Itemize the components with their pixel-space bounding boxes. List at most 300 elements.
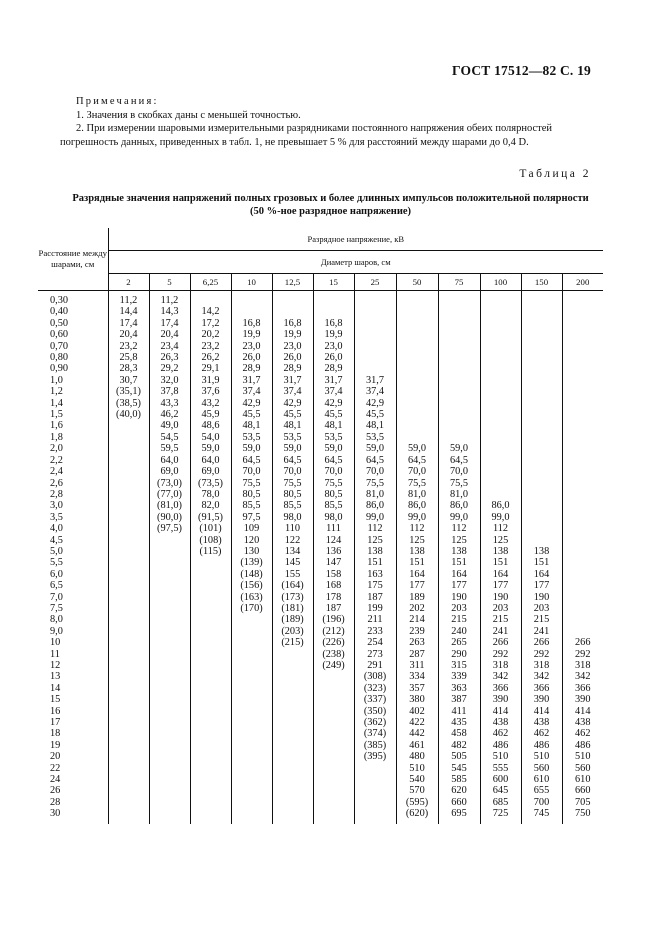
voltage-cell	[562, 580, 603, 591]
voltage-cell: 164	[438, 569, 480, 580]
voltage-cell: 560	[521, 763, 562, 774]
voltage-cell	[562, 409, 603, 420]
voltage-cell	[149, 717, 190, 728]
voltage-cell	[480, 489, 521, 500]
stub-header: Расстояние между шарами, см	[38, 228, 108, 291]
voltage-cell: (91,5)	[190, 512, 231, 523]
voltage-cell	[149, 649, 190, 660]
voltage-cell: (173)	[272, 592, 313, 603]
table-row	[38, 603, 603, 614]
voltage-cell: 240	[438, 626, 480, 637]
voltage-cell	[149, 740, 190, 751]
voltage-cell	[108, 535, 149, 546]
voltage-cell	[562, 341, 603, 352]
voltage-cell: 215	[438, 614, 480, 625]
voltage-cell: 64,0	[149, 455, 190, 466]
voltage-cell: 20,4	[149, 329, 190, 340]
voltage-cell: 59,0	[354, 443, 396, 454]
voltage-cell	[190, 751, 231, 762]
voltage-cell: 239	[396, 626, 438, 637]
table-row	[38, 398, 603, 409]
voltage-cell: 42,9	[354, 398, 396, 409]
voltage-cell: 11,2	[149, 291, 190, 307]
voltage-cell	[108, 432, 149, 443]
voltage-cell: 69,0	[190, 466, 231, 477]
voltage-cell: 273	[354, 649, 396, 660]
voltage-cell: 45,5	[354, 409, 396, 420]
voltage-cell	[108, 671, 149, 682]
voltage-cell	[562, 603, 603, 614]
voltage-cell: 342	[480, 671, 521, 682]
voltage-cell: 215	[521, 614, 562, 625]
voltage-cell: (170)	[231, 603, 272, 614]
voltage-cell	[272, 751, 313, 762]
voltage-cell	[272, 740, 313, 751]
voltage-cell: 203	[438, 603, 480, 614]
diameter-col-header: 150	[521, 274, 562, 291]
voltage-cell: (139)	[231, 557, 272, 568]
voltage-cell	[272, 763, 313, 774]
voltage-cell	[562, 363, 603, 374]
table-row	[38, 785, 603, 796]
gap-distance-cell: 28	[38, 797, 108, 808]
voltage-cell: 78,0	[190, 489, 231, 500]
voltage-cell: 233	[354, 626, 396, 637]
gap-distance-cell: 19	[38, 740, 108, 751]
voltage-cell	[190, 774, 231, 785]
table-row	[38, 409, 603, 420]
voltage-cell: 177	[396, 580, 438, 591]
voltage-cell	[521, 489, 562, 500]
table-row	[38, 535, 603, 546]
voltage-cell	[396, 341, 438, 352]
voltage-cell: (81,0)	[149, 500, 190, 511]
gap-distance-cell: 10	[38, 637, 108, 648]
voltage-cell: 175	[354, 580, 396, 591]
notes-section	[60, 95, 590, 149]
voltage-cell: 11,2	[108, 291, 149, 307]
voltage-cell: 26,0	[313, 352, 354, 363]
voltage-cell: 43,3	[149, 398, 190, 409]
voltage-cell	[313, 706, 354, 717]
voltage-cell	[354, 774, 396, 785]
voltage-cell	[521, 409, 562, 420]
voltage-cell: 112	[480, 523, 521, 534]
voltage-cell: 438	[521, 717, 562, 728]
table-row	[38, 489, 603, 500]
voltage-cell	[272, 808, 313, 823]
voltage-cell: 99,0	[396, 512, 438, 523]
voltage-cell: 168	[313, 580, 354, 591]
voltage-cell: 59,0	[313, 443, 354, 454]
voltage-cell	[231, 808, 272, 823]
voltage-cell	[272, 717, 313, 728]
voltage-cell	[354, 291, 396, 307]
voltage-cell	[313, 751, 354, 762]
voltage-cell	[396, 386, 438, 397]
voltage-cell: 263	[396, 637, 438, 648]
voltage-cell: (189)	[272, 614, 313, 625]
voltage-cell	[396, 352, 438, 363]
voltage-cell: 98,0	[313, 512, 354, 523]
voltage-cell	[562, 523, 603, 534]
voltage-cell	[108, 489, 149, 500]
voltage-cell	[149, 614, 190, 625]
voltage-cell	[521, 306, 562, 317]
voltage-cell: 482	[438, 740, 480, 751]
voltage-cell: 32,0	[149, 375, 190, 386]
table-title	[55, 192, 606, 218]
voltage-cell	[438, 386, 480, 397]
voltage-cell: 600	[480, 774, 521, 785]
voltage-cell: (238)	[313, 649, 354, 660]
voltage-cell: (97,5)	[149, 523, 190, 534]
voltage-cell: 311	[396, 660, 438, 671]
voltage-cell: 59,0	[438, 443, 480, 454]
voltage-cell	[231, 306, 272, 317]
voltage-cell	[108, 637, 149, 648]
voltage-cell	[108, 580, 149, 591]
voltage-cell	[396, 420, 438, 431]
voltage-cell	[438, 306, 480, 317]
voltage-cell	[313, 808, 354, 823]
gap-distance-cell: 0,40	[38, 306, 108, 317]
voltage-cell: 20,2	[190, 329, 231, 340]
gap-distance-cell: 6,5	[38, 580, 108, 591]
voltage-cell: 438	[480, 717, 521, 728]
voltage-cell: 70,0	[438, 466, 480, 477]
voltage-cell	[396, 409, 438, 420]
voltage-cell	[231, 671, 272, 682]
voltage-cell: 42,9	[313, 398, 354, 409]
voltage-cell: 435	[438, 717, 480, 728]
voltage-cell	[521, 398, 562, 409]
voltage-cell	[562, 614, 603, 625]
voltage-cell	[190, 808, 231, 823]
voltage-cell	[231, 706, 272, 717]
voltage-cell	[149, 797, 190, 808]
table-row	[38, 352, 603, 363]
voltage-cell: 70,0	[396, 466, 438, 477]
voltage-cell	[108, 569, 149, 580]
voltage-cell: 199	[354, 603, 396, 614]
voltage-cell	[190, 291, 231, 307]
voltage-cell	[272, 683, 313, 694]
voltage-cell: 138	[480, 546, 521, 557]
voltage-cell	[521, 512, 562, 523]
voltage-cell: 462	[521, 728, 562, 739]
voltage-cell	[354, 341, 396, 352]
voltage-cell: 16,8	[272, 318, 313, 329]
voltage-cell	[354, 318, 396, 329]
voltage-cell	[396, 432, 438, 443]
table-row	[38, 432, 603, 443]
voltage-cell: 292	[562, 649, 603, 660]
table-container	[38, 228, 603, 824]
voltage-cell: 81,0	[396, 489, 438, 500]
voltage-cell	[396, 363, 438, 374]
voltage-cell: 211	[354, 614, 396, 625]
voltage-cell: 59,0	[231, 443, 272, 454]
gap-distance-cell: 0,70	[38, 341, 108, 352]
voltage-cell: 151	[354, 557, 396, 568]
voltage-cell	[313, 306, 354, 317]
voltage-cell	[231, 626, 272, 637]
table-row	[38, 660, 603, 671]
voltage-cell: 17,4	[149, 318, 190, 329]
voltage-cell: 151	[396, 557, 438, 568]
voltage-cell	[108, 420, 149, 431]
voltage-cell: 241	[480, 626, 521, 637]
voltage-cell: 138	[438, 546, 480, 557]
voltage-cell	[231, 649, 272, 660]
voltage-cell: 366	[480, 683, 521, 694]
table-row	[38, 523, 603, 534]
table-row	[38, 626, 603, 637]
gap-distance-cell: 5,0	[38, 546, 108, 557]
table-row	[38, 329, 603, 340]
voltage-cell	[149, 728, 190, 739]
voltage-cell: 147	[313, 557, 354, 568]
voltage-cell: 23,0	[272, 341, 313, 352]
voltage-cell: 25,8	[108, 352, 149, 363]
voltage-cell	[108, 797, 149, 808]
gap-distance-cell: 2,6	[38, 478, 108, 489]
voltage-cell: 510	[521, 751, 562, 762]
voltage-cell	[562, 306, 603, 317]
gap-distance-cell: 13	[38, 671, 108, 682]
voltage-cell	[108, 443, 149, 454]
voltage-cell	[149, 785, 190, 796]
table-title-line-2: (50 %-ное разрядное напряжение)	[249, 206, 412, 217]
gap-distance-cell: 0,60	[38, 329, 108, 340]
voltage-cell: 290	[438, 649, 480, 660]
voltage-cell: (77,0)	[149, 489, 190, 500]
voltage-cell	[149, 546, 190, 557]
voltage-cell	[562, 398, 603, 409]
voltage-cell: 318	[521, 660, 562, 671]
voltage-cell: 31,7	[313, 375, 354, 386]
gap-distance-cell: 2,2	[38, 455, 108, 466]
voltage-cell	[313, 763, 354, 774]
voltage-cell	[313, 774, 354, 785]
voltage-cell: 37,4	[354, 386, 396, 397]
gap-distance-cell: 4,0	[38, 523, 108, 534]
voltage-cell: 480	[396, 751, 438, 762]
voltage-cell	[231, 751, 272, 762]
voltage-cell	[149, 774, 190, 785]
diameter-col-header: 200	[562, 274, 603, 291]
voltage-cell: 54,5	[149, 432, 190, 443]
voltage-cell	[438, 398, 480, 409]
voltage-header: Разрядное напряжение, кВ	[108, 228, 603, 251]
voltage-cell: 130	[231, 546, 272, 557]
voltage-cell	[480, 455, 521, 466]
voltage-cell: 265	[438, 637, 480, 648]
voltage-cell	[480, 386, 521, 397]
voltage-cell: 59,0	[272, 443, 313, 454]
voltage-cell: 85,5	[231, 500, 272, 511]
voltage-cell	[190, 626, 231, 637]
voltage-cell	[562, 318, 603, 329]
voltage-cell: 86,0	[480, 500, 521, 511]
voltage-cell	[521, 291, 562, 307]
voltage-cell	[149, 637, 190, 648]
voltage-cell: 292	[521, 649, 562, 660]
table-row	[38, 557, 603, 568]
voltage-cell: 98,0	[272, 512, 313, 523]
voltage-cell	[231, 660, 272, 671]
voltage-cell: 700	[521, 797, 562, 808]
voltage-cell	[108, 660, 149, 671]
voltage-cell: 64,5	[231, 455, 272, 466]
voltage-cell	[149, 535, 190, 546]
page-header: ГОСТ 17512—82 С. 19	[452, 63, 591, 78]
voltage-cell: 510	[562, 751, 603, 762]
voltage-cell	[190, 694, 231, 705]
voltage-cell	[149, 580, 190, 591]
diameter-col-header: 50	[396, 274, 438, 291]
voltage-cell	[108, 512, 149, 523]
voltage-cell: 17,2	[190, 318, 231, 329]
voltage-cell	[108, 614, 149, 625]
voltage-cell	[108, 740, 149, 751]
voltage-cell: 37,6	[190, 386, 231, 397]
voltage-cell	[231, 797, 272, 808]
table-row	[38, 318, 603, 329]
voltage-cell: (156)	[231, 580, 272, 591]
voltage-cell: 26,0	[231, 352, 272, 363]
voltage-cell: 48,6	[190, 420, 231, 431]
voltage-cell	[480, 352, 521, 363]
voltage-cell	[480, 443, 521, 454]
voltage-cell: 82,0	[190, 500, 231, 511]
voltage-cell	[521, 523, 562, 534]
diameter-col-header: 5	[149, 274, 190, 291]
voltage-cell: (308)	[354, 671, 396, 682]
voltage-cell	[313, 717, 354, 728]
voltage-cell: 112	[438, 523, 480, 534]
voltage-cell: 610	[562, 774, 603, 785]
voltage-cell	[521, 478, 562, 489]
voltage-cell	[521, 535, 562, 546]
table-row	[38, 466, 603, 477]
gap-distance-cell: 6,0	[38, 569, 108, 580]
table-row	[38, 683, 603, 694]
voltage-cell: 75,5	[396, 478, 438, 489]
voltage-cell	[480, 398, 521, 409]
voltage-cell: (620)	[396, 808, 438, 823]
voltage-cell	[562, 546, 603, 557]
voltage-cell	[190, 660, 231, 671]
voltage-cell: (226)	[313, 637, 354, 648]
voltage-cell: 555	[480, 763, 521, 774]
diameter-col-header: 6,25	[190, 274, 231, 291]
gap-distance-cell: 30	[38, 808, 108, 823]
voltage-cell: 31,7	[354, 375, 396, 386]
voltage-cell: 178	[313, 592, 354, 603]
voltage-cell: 266	[562, 637, 603, 648]
voltage-cell: 45,5	[272, 409, 313, 420]
voltage-cell	[149, 671, 190, 682]
voltage-cell	[313, 797, 354, 808]
voltage-cell: 53,5	[313, 432, 354, 443]
table-row	[38, 375, 603, 386]
voltage-cell: 155	[272, 569, 313, 580]
voltage-cell: 462	[562, 728, 603, 739]
voltage-cell	[480, 291, 521, 307]
voltage-cell	[190, 717, 231, 728]
voltage-cell: 570	[396, 785, 438, 796]
voltage-cell: 80,5	[313, 489, 354, 500]
voltage-cell: 64,5	[313, 455, 354, 466]
diameter-col-header: 100	[480, 274, 521, 291]
table-row	[38, 637, 603, 648]
table-row	[38, 774, 603, 785]
voltage-cell	[231, 740, 272, 751]
voltage-cell	[149, 592, 190, 603]
gap-distance-cell: 1,4	[38, 398, 108, 409]
gap-distance-cell: 15	[38, 694, 108, 705]
gap-distance-cell: 26	[38, 785, 108, 796]
voltage-cell	[149, 694, 190, 705]
voltage-cell: 26,3	[149, 352, 190, 363]
voltage-cell: 190	[521, 592, 562, 603]
voltage-cell: 387	[438, 694, 480, 705]
voltage-cell: (164)	[272, 580, 313, 591]
voltage-cell: 99,0	[480, 512, 521, 523]
voltage-cell	[313, 694, 354, 705]
diameter-col-header: 10	[231, 274, 272, 291]
voltage-cell	[313, 683, 354, 694]
voltage-cell: (203)	[272, 626, 313, 637]
table-row	[38, 306, 603, 317]
voltage-cell: 138	[521, 546, 562, 557]
gap-distance-cell: 1,2	[38, 386, 108, 397]
voltage-cell: 545	[438, 763, 480, 774]
voltage-cell	[438, 341, 480, 352]
gap-distance-cell: 1,8	[38, 432, 108, 443]
voltage-cell	[562, 455, 603, 466]
voltage-cell: 86,0	[438, 500, 480, 511]
voltage-cell	[562, 443, 603, 454]
voltage-cell	[313, 728, 354, 739]
voltage-cell: 292	[480, 649, 521, 660]
voltage-cell	[108, 706, 149, 717]
voltage-cell: (249)	[313, 660, 354, 671]
gap-distance-cell: 1,6	[38, 420, 108, 431]
table-row	[38, 546, 603, 557]
voltage-cell: 69,0	[149, 466, 190, 477]
voltage-cell: (73,0)	[149, 478, 190, 489]
table-row	[38, 291, 603, 307]
voltage-cell	[272, 694, 313, 705]
voltage-cell	[521, 420, 562, 431]
voltage-cell	[438, 409, 480, 420]
voltage-cell	[562, 329, 603, 340]
voltage-cell: 203	[521, 603, 562, 614]
voltage-cell: 53,5	[231, 432, 272, 443]
voltage-cell	[354, 352, 396, 363]
voltage-cell: 45,5	[231, 409, 272, 420]
voltage-cell	[272, 728, 313, 739]
voltage-cell	[231, 637, 272, 648]
voltage-cell: 685	[480, 797, 521, 808]
diameter-col-header: 25	[354, 274, 396, 291]
voltage-cell	[521, 318, 562, 329]
table-row	[38, 443, 603, 454]
voltage-cell: 54,0	[190, 432, 231, 443]
